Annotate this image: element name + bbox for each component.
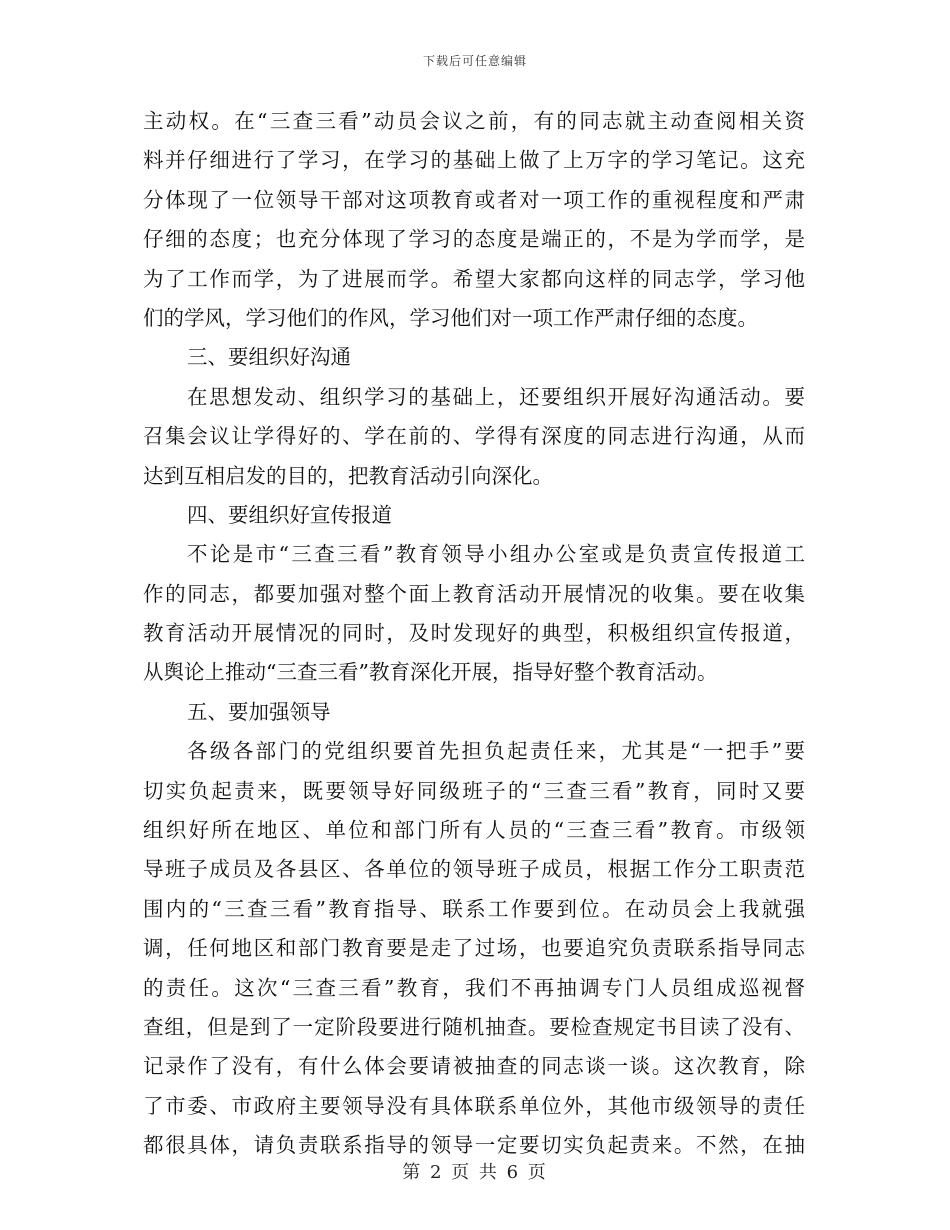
- paragraph-line: 不论是市“三查三看”教育领导小组办公室或是负责宣传报道工: [187, 542, 805, 567]
- paragraph-line: 了市委、市政府主要领导没有具体联系单位外，其他市级领导的责任: [143, 1093, 805, 1118]
- paragraph-line: 仔细的态度；也充分体现了学习的态度是端正的，不是为学而学，是: [143, 227, 805, 252]
- paragraph-line: 在思想发动、组织学习的基础上，还要组织开展好沟通活动。要: [187, 384, 805, 409]
- paragraph-line: 召集会议让学得好的、学在前的、学得有深度的同志进行沟通，从而: [143, 424, 805, 449]
- paragraph-line: 作的同志，都要加强对整个面上教育活动开展情况的收集。要在收集: [143, 581, 805, 606]
- paragraph-line: 的责任。这次“三查三看”教育，我们不再抽调专门人员组成巡视督: [143, 975, 805, 1000]
- paragraph-line: 分体现了一位领导干部对这项教育或者对一项工作的重视程度和严肃: [143, 187, 805, 212]
- paragraph-line: 从舆论上推动“三查三看”教育深化开展，指导好整个教育活动。: [143, 660, 718, 685]
- paragraph-line: 组织好所在地区、单位和部门所有人员的“三查三看”教育。市级领: [143, 818, 805, 843]
- section-heading-3: 三、要组织好沟通: [187, 345, 351, 370]
- paragraph-line: 调，任何地区和部门教育要是走了过场，也要追究负责联系指导同志: [143, 936, 805, 961]
- paragraph-line: 各级各部门的党组织要首先担负起责任来，尤其是“一把手”要: [187, 739, 805, 764]
- paragraph-line: 导班子成员及各县区、各单位的领导班子成员，根据工作分工职责范: [143, 857, 805, 882]
- paragraph-line: 主动权。在“三查三看”动员会议之前，有的同志就主动查阅相关资: [143, 109, 805, 133]
- paragraph-line: 围内的“三查三看”教育指导、联系工作要到位。在动员会上我就强: [143, 896, 805, 921]
- paragraph-line: 料并仔细进行了学习，在学习的基础上做了上万字的学习笔记。这充: [143, 148, 805, 173]
- section-heading-4: 四、要组织好宣传报道: [187, 502, 392, 527]
- paragraph-line: 们的学风，学习他们的作风，学习他们对一项工作严肃仔细的态度。: [143, 305, 758, 330]
- paragraph-line: 记录作了没有，有什么体会要请被抽查的同志谈一谈。这次教育，除: [143, 1054, 805, 1079]
- paragraph-line: 达到互相启发的目的，把教育活动引向深化。: [143, 463, 553, 488]
- page-header: 下载后可任意编辑: [422, 54, 527, 68]
- paragraph-line: 都很具体，请负责联系指导的领导一定要切实负起责来。不然，在抽: [143, 1133, 805, 1158]
- paragraph-line: 查组，但是到了一定阶段要进行随机抽查。要检查规定书目读了没有、: [143, 1014, 805, 1039]
- document-body: [143, 102, 805, 1166]
- paragraph-line: 为了工作而学，为了进展而学。希望大家都向这样的同志学，学习他: [143, 266, 805, 291]
- page-number-footer: 第 2 页 共 6 页: [402, 1162, 548, 1183]
- section-heading-5: 五、要加强领导: [187, 699, 331, 724]
- paragraph-line: 教育活动开展情况的同时，及时发现好的典型，积极组织宣传报道，: [143, 621, 805, 646]
- paragraph-line: 切实负起责来，既要领导好同级班子的“三查三看”教育，同时又要: [143, 778, 805, 803]
